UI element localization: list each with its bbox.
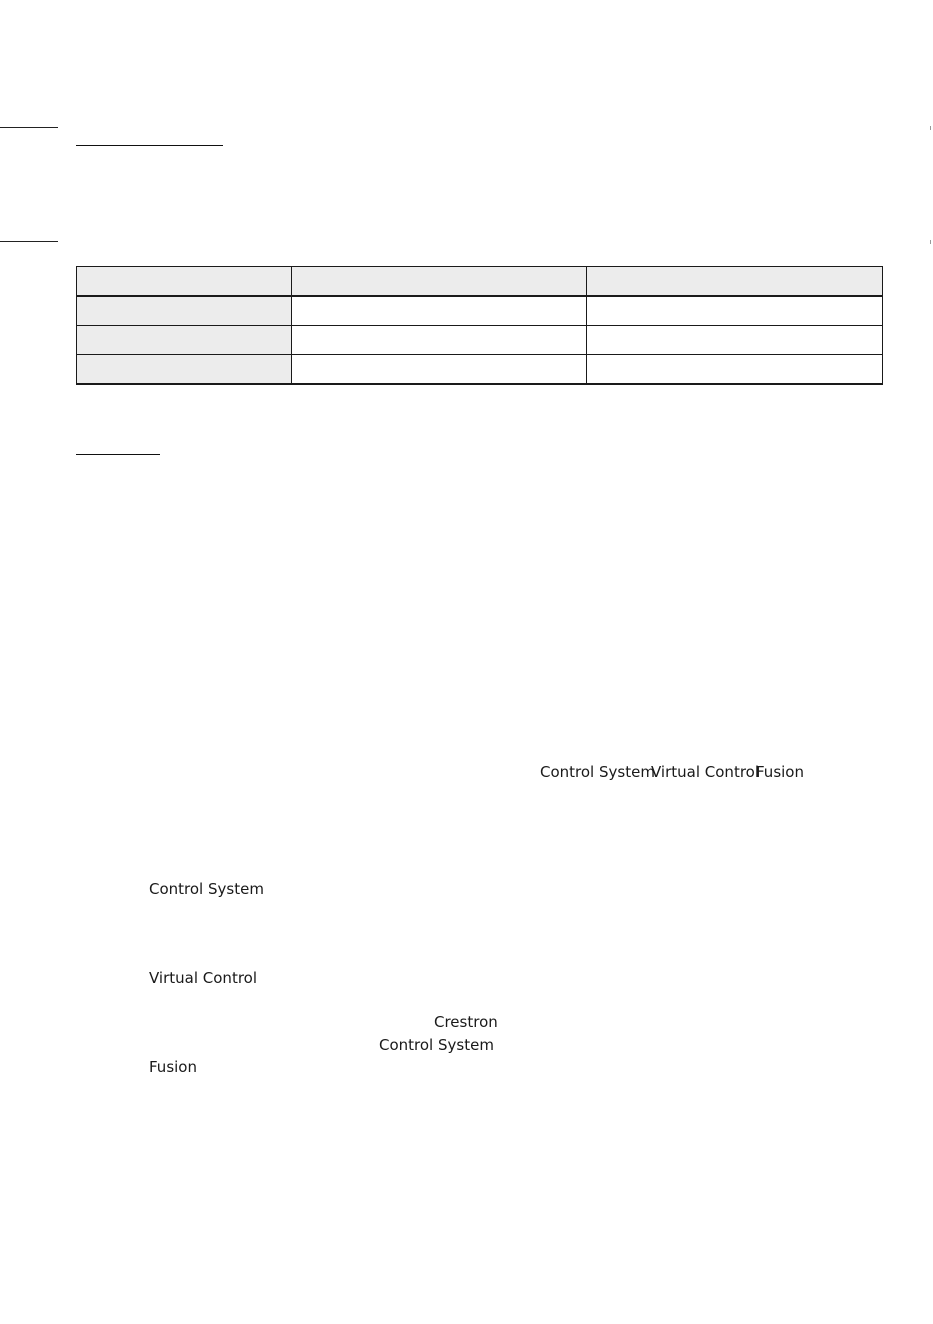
term-virtual-control: Virtual Control: [651, 763, 760, 781]
term-control-system-inline: Control System: [379, 1036, 494, 1054]
table-header-row: [77, 267, 883, 297]
spec-table: [76, 266, 883, 385]
table-header-cell: [587, 267, 883, 297]
section-heading-underline-2: [76, 454, 160, 455]
crop-tick-bottom: [930, 240, 931, 244]
table-header-cell: [77, 267, 292, 297]
table-row: [77, 296, 883, 326]
table-row: [77, 326, 883, 355]
table-row-label-cell: [77, 296, 292, 326]
table-row: [77, 355, 883, 385]
table-cell: [292, 296, 587, 326]
table-row-label-cell: [77, 355, 292, 385]
table-row-label-cell: [77, 326, 292, 355]
term-fusion: Fusion: [756, 763, 804, 781]
table-cell: [587, 296, 883, 326]
term-crestron: Crestron: [434, 1013, 498, 1031]
margin-rule-top: [0, 127, 58, 128]
term-fusion-item: Fusion: [149, 1058, 197, 1076]
table-cell: [587, 326, 883, 355]
table-cell: [292, 355, 587, 385]
table-cell: [587, 355, 883, 385]
margin-rule-bottom: [0, 241, 58, 242]
term-virtual-control-item: Virtual Control: [149, 969, 258, 987]
table-header-cell: [292, 267, 587, 297]
table-cell: [292, 326, 587, 355]
term-control-system-item: Control System: [149, 880, 264, 898]
section-heading-underline-1: [76, 145, 223, 146]
crop-tick-top: [930, 126, 931, 130]
term-control-system: Control System: [540, 763, 655, 781]
